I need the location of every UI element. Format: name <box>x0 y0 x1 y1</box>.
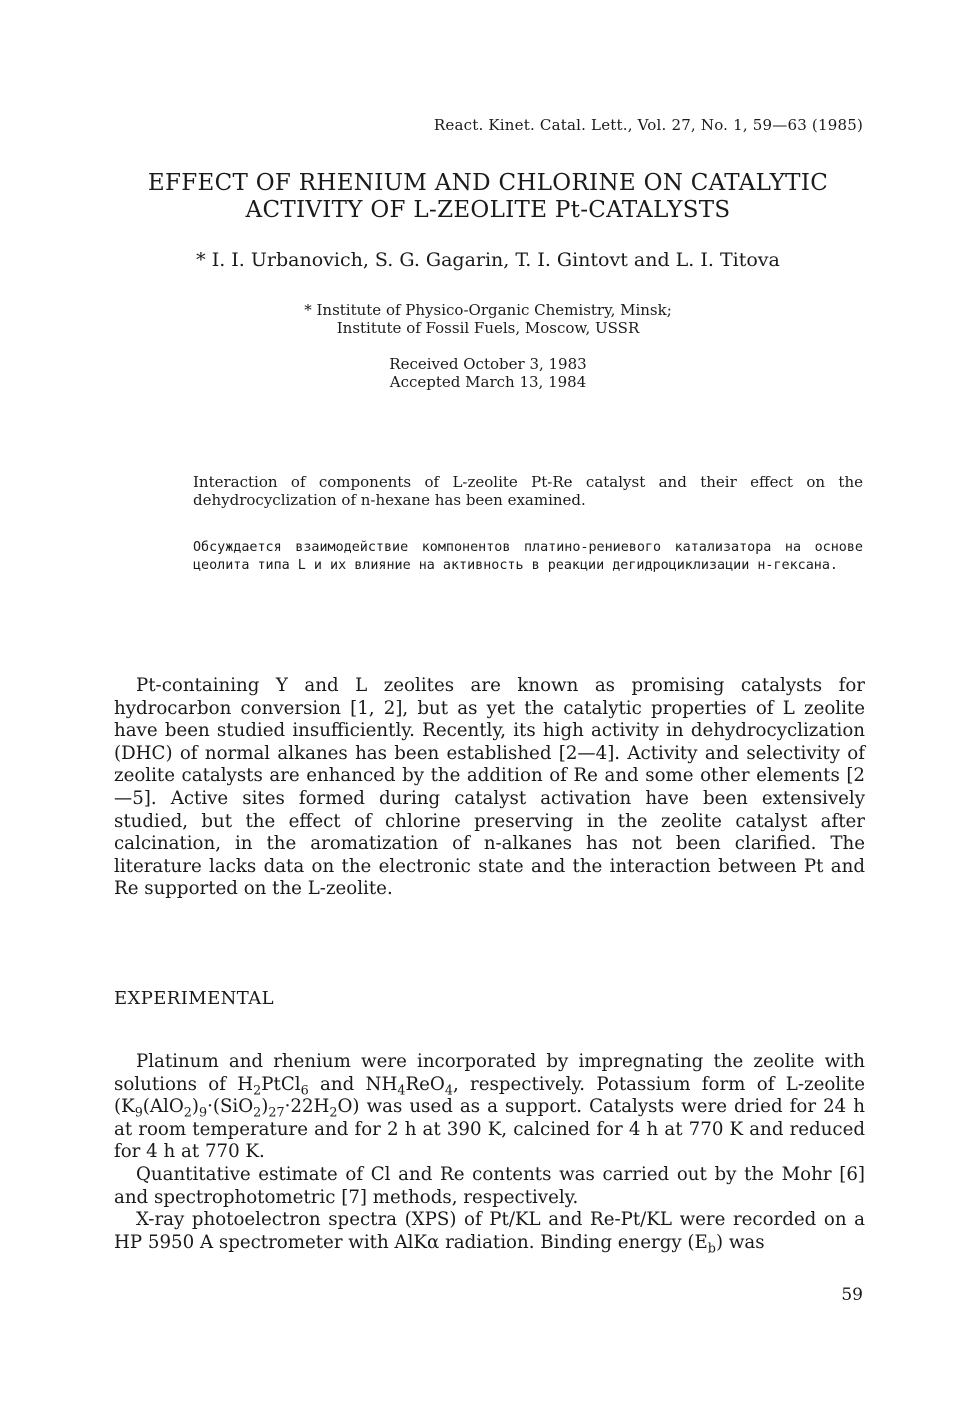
title-line-2: ACTIVITY OF L-ZEOLITE Pt-CATALYSTS <box>245 197 731 223</box>
title-line-1: EFFECT OF RHENIUM AND CHLORINE ON CATALYTIC <box>147 170 829 196</box>
author-list: * I. I. Urbanovich, S. G. Gagarin, T. I. Gintovt and L. I. Titova <box>196 249 780 271</box>
intro-paragraph: Pt-containing Y and L zeolites are known as promising catalysts for hydrocarbon conversion [1, 2], but as yet the catalytic properties of L zeolite have been studied insufficiently. Recently, its high activity in dehydrocyclization (DHC) of normal alkanes has been established [2—4]. Activity and selectivity of zeolite catalysts are enhanced by the addition of Re and some other elements [2—5]. Active sites formed during catalyst activation have been extensively studied, but the effect of chlorine preserving in the zeolite catalyst after calcination, in the aromatization of n-alkanes has not been clarified. The literature lacks data on the electronic state and the interaction between Pt and Re supported on the L-zeolite. <box>114 675 865 900</box>
paper-title <box>0 170 976 224</box>
experimental-paragraph-1: Platinum and rhenium were incorporated by impregnating the zeolite with solutions of $H_2PtCl_6$ and $NH_4ReO_4$, respectively. Potassium form of L-zeolite $(K_9(AlO_2)_9\cdot(SiO_2)_{27}\cdot 22H_2O)$ was used as a support. Catalysts were dried for 24 h at room temperature and for 2 h at 390 K, calcined for 4 h at 770 K and reduced for 4 h at 770 K. <box>114 1051 866 1163</box>
page-number: 59 <box>841 1285 863 1305</box>
experimental-paragraph-3: X-ray photoelectron spectra (XPS) of Pt/KL and Re-Pt/KL were recorded on a HP 5950 A spectrometer with AlKα radiation. Binding energy $(E_b)$ was <box>114 1209 865 1257</box>
submission-dates <box>0 355 976 391</box>
experimental-paragraph-2: Quantitative estimate of Cl and Re contents was carried out by the Mohr [6] and spectrophotometric [7] methods, respectively. <box>114 1163 865 1208</box>
affiliation-line-2: Institute of Fossil Fuels, Moscow, USSR <box>336 319 640 337</box>
affiliation <box>0 301 976 337</box>
affiliation-line-1: * Institute of Physico-Organic Chemistry, Minsk; <box>304 301 672 319</box>
abstract-russian: Обсуждается взаимодействие компонентов платино-рениевого катализатора на основе цеолита типа L и их влияние на активность в реакции дегидроциклизации н-гексана. <box>193 540 863 573</box>
introduction-section <box>114 675 865 901</box>
accepted-date: Accepted March 13, 1984 <box>389 373 587 391</box>
abstract-english: Interaction of components of L-zeolite Pt-Re catalyst and their effect on the dehydrocyclization of n-hexane has been examined. <box>193 473 863 509</box>
received-date: Received October 3, 1983 <box>389 355 587 373</box>
experimental-section <box>114 1051 866 1257</box>
journal-citation: React. Kinet. Catal. Lett., Vol. 27, No. 1, 59—63 (1985) <box>433 116 863 134</box>
section-heading-experimental: EXPERIMENTAL <box>114 988 274 1009</box>
